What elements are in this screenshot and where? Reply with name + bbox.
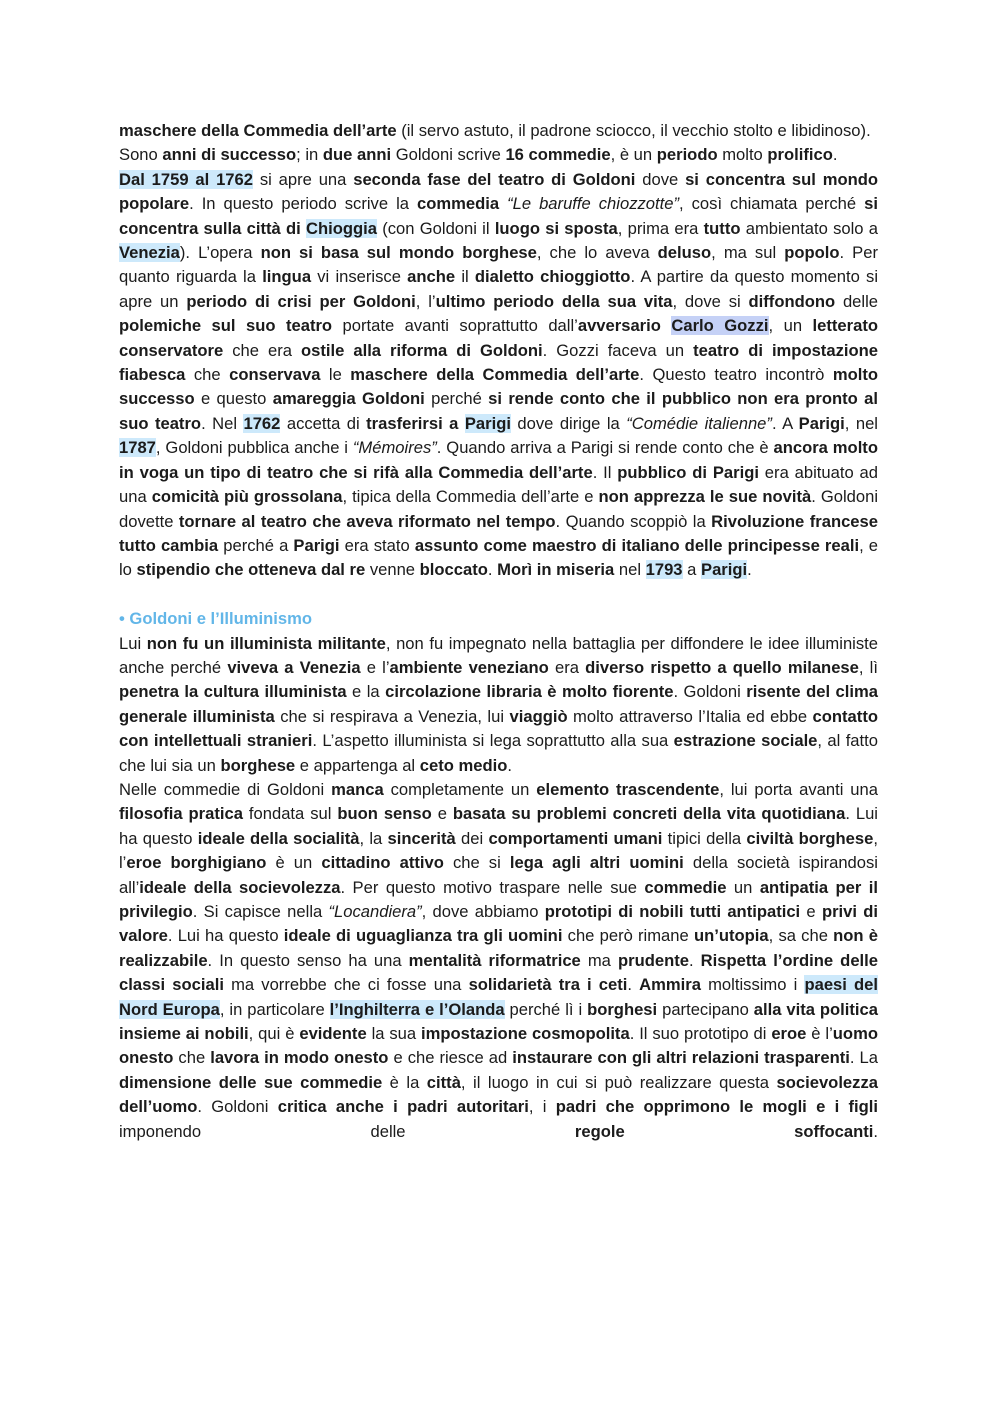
text-run: dove dirige la <box>510 413 627 433</box>
bold-text: Parigi <box>293 535 340 555</box>
highlighted-text: Chioggia <box>305 218 377 238</box>
bold-text: socievolezza dell’uomo <box>119 1072 878 1117</box>
text-run: . L’aspetto illuminista si lega soprattutto alla sua <box>312 731 674 751</box>
text-run: , che lo aveva <box>536 243 658 263</box>
bold-text: dimensione delle sue commedie <box>119 1072 383 1092</box>
highlighted-text: Parigi <box>701 560 748 580</box>
bold-text: lavora in modo onesto <box>210 1048 389 1068</box>
text-run: ambientato solo a <box>740 218 878 238</box>
bold-text: molto successo <box>119 365 878 409</box>
text-run: nel <box>614 560 646 580</box>
bold-text: Rispetta l’ordine delle classi sociali <box>119 950 878 995</box>
paragraph <box>119 143 878 167</box>
text-run: . In questo senso ha una <box>207 950 409 970</box>
bold-text: un’utopia <box>693 926 769 946</box>
text-run: si apre una <box>253 169 354 189</box>
text-run: . Goldoni dovette <box>119 487 879 531</box>
text-run: è un <box>266 853 322 873</box>
text-run: , in particolare <box>219 999 330 1019</box>
text-run: moltissimo i <box>700 975 805 995</box>
text-run: e che riesce ad <box>388 1048 513 1068</box>
text-run: era abituato ad una <box>119 462 878 507</box>
bold-text: antipatia per il privilegio <box>119 877 878 921</box>
text-run: , ma sul <box>711 243 785 263</box>
bold-text: comportamenti umani <box>488 828 663 848</box>
text-run: della società ispirandosi all’ <box>119 853 878 897</box>
text-run: che <box>173 1048 211 1068</box>
highlighted-text: 1787 <box>119 438 156 458</box>
bold-text: borghese <box>220 755 296 775</box>
text-run: , non fu impegnato nella battaglia per diffondere le idee illuministe anche perché <box>119 633 878 677</box>
bold-text: anche <box>407 267 456 287</box>
paragraph <box>119 119 878 143</box>
text-run: le <box>320 365 351 385</box>
bold-text: teatro di impostazione fiabesca <box>119 340 878 385</box>
text-run: dove <box>635 169 686 189</box>
bold-text: comicità più grossolana <box>151 487 343 507</box>
text-run: , sa che <box>768 926 834 946</box>
text-run: , così chiamata perché <box>679 194 865 214</box>
bold-text: lega agli altri uomini <box>509 853 684 873</box>
bold-text: due anni <box>322 145 392 165</box>
bold-text: sincerità <box>387 828 456 848</box>
bold-text: diverso rispetto a quello milanese <box>585 657 859 677</box>
bold-text: pubblico di Parigi <box>617 462 759 482</box>
highlighted-text: Venezia <box>119 243 180 263</box>
text-run: , è un <box>610 145 657 165</box>
bold-text: polemiche sul suo teatro <box>119 316 333 336</box>
bold-text: non è realizzabile <box>119 926 878 970</box>
bold-text: luogo si sposta <box>494 218 618 238</box>
text-run: fondata sul <box>242 804 338 824</box>
text-run: . Gozzi faceva un <box>542 340 694 360</box>
bold-text: estrazione sociale <box>673 731 818 751</box>
bold-text: Morì in miseria <box>497 560 615 580</box>
bold-text: manca <box>331 779 384 799</box>
bold-text: si concentra sulla città di <box>119 194 878 238</box>
text-run: (con Goldoni il <box>376 218 495 238</box>
text-run: a <box>682 560 701 580</box>
bold-text: non fu un illuminista militante <box>146 633 386 653</box>
bold-text: viveva a Venezia <box>227 657 361 677</box>
bold-text: prudente <box>617 950 689 970</box>
bold-text: diffondono <box>748 291 836 311</box>
text-run: era stato <box>339 535 415 555</box>
body-section-2 <box>119 632 878 1145</box>
bold-text: assunto come maestro di italiano delle principesse reali <box>414 535 860 555</box>
bold-text: evidente <box>299 1024 367 1044</box>
bold-text: trasferirsi a <box>366 413 465 433</box>
text-run: , dove abbiamo <box>421 901 545 921</box>
text-run: un <box>726 877 760 897</box>
bold-text: basata su problemi concreti della vita quotidiana <box>452 804 846 824</box>
bold-text: lingua <box>262 267 312 287</box>
bold-text: borghesi <box>587 999 658 1019</box>
text-run: . Per questo motivo traspare nelle sue <box>340 877 645 897</box>
text-run: . <box>507 755 512 775</box>
text-run: ma vorrebbe che ci fosse una <box>223 975 469 995</box>
text-run: . Il <box>592 462 618 482</box>
bold-text: deluso <box>657 243 712 263</box>
bold-text: avversario <box>577 316 661 336</box>
bold-text: dialetto chioggiotto <box>474 267 631 287</box>
bold-text: privi di valore <box>119 901 878 946</box>
highlighted-text: 1793 <box>645 560 683 580</box>
text-run: . A <box>771 413 799 433</box>
bold-text: eroe <box>771 1024 807 1044</box>
text-run: . <box>688 950 701 970</box>
bold-text: ideale della socievolezza <box>139 877 341 897</box>
text-run: Goldoni scrive <box>391 145 506 165</box>
text-run: partecipano <box>657 999 754 1019</box>
text-run: che però rimane <box>562 926 694 946</box>
bold-text: popolo <box>784 243 840 263</box>
bold-text: ideale della socialità <box>197 828 360 848</box>
bold-text: critica anche i padri autoritari <box>277 1097 529 1117</box>
text-run: , Goldoni pubblica anche i <box>155 438 353 458</box>
text-run: tipici della <box>662 828 747 848</box>
bold-text: si concentra sul mondo popolare <box>119 169 878 214</box>
italic-text: “Le baruffe chiozzotte” <box>507 194 679 214</box>
bold-text: padri che opprimono le mogli e i figli <box>555 1097 878 1117</box>
bold-text: 16 commedie <box>505 145 611 165</box>
bold-text: non si basa sul mondo borghese <box>260 243 537 263</box>
text-run: venne <box>365 560 420 580</box>
bold-text: solidarietà tra i ceti <box>468 975 628 995</box>
paragraph <box>119 778 878 1144</box>
text-run: ma <box>580 950 618 970</box>
text-run: , i <box>528 1097 556 1117</box>
bold-text: eroe borghigiano <box>126 853 267 873</box>
bold-text: ideale di uguaglianza tra gli uomini <box>283 926 563 946</box>
bold-text: tutto <box>703 218 741 238</box>
text-run: perché <box>424 389 489 409</box>
text-run: e l’ <box>360 657 390 677</box>
text-run: . <box>832 145 838 165</box>
bold-text: buon senso <box>337 804 432 824</box>
text-run: e <box>800 901 822 921</box>
text-run: , il luogo in cui si può realizzare questa <box>460 1072 777 1092</box>
text-run: , e lo <box>119 535 879 580</box>
text-run: . Goldoni <box>673 682 747 702</box>
text-run: accetta di <box>280 413 367 433</box>
text-run: delle <box>835 291 879 311</box>
bold-text: ultimo periodo della sua vita <box>435 291 673 311</box>
bold-text: circolazione libraria è molto fiorente <box>385 682 674 702</box>
bold-text: ostile alla riforma di Goldoni <box>301 340 543 360</box>
text-run: la sua <box>366 1024 422 1044</box>
text-run: e la <box>346 682 386 702</box>
bold-text: impostazione cosmopolita <box>421 1024 630 1044</box>
text-run: . Quando arriva a Parigi si rende conto che è <box>436 438 774 458</box>
text-run: ). L’opera <box>179 243 261 263</box>
bold-text: Rivoluzione francese tutto cambia <box>119 511 878 555</box>
text-run: , l’ <box>119 828 878 873</box>
text-run: . Quando scoppiò la <box>555 511 712 531</box>
text-run: e <box>431 804 453 824</box>
text-run: . <box>487 560 498 580</box>
bold-text: città <box>426 1072 461 1092</box>
text-run: vi inserisce <box>311 267 408 287</box>
text-run: , un <box>768 316 813 336</box>
text-run: molto <box>717 145 768 165</box>
text-run: Lui <box>119 633 147 653</box>
text-run: . In questo periodo scrive la <box>189 194 417 214</box>
text-run: , prima era <box>617 218 704 238</box>
text-run: . Questo teatro incontrò <box>639 365 833 385</box>
text-run: . <box>627 975 640 995</box>
text-run <box>661 316 671 335</box>
text-run: . Nel <box>201 413 244 433</box>
bold-text: Ammira <box>639 975 701 995</box>
text-run: , l’ <box>415 291 436 311</box>
text-run: il <box>455 267 475 287</box>
text-run: (il servo astuto, il padrone sciocco, il vecchio stolto e libidinoso). <box>396 121 871 140</box>
text-run: . <box>747 560 752 580</box>
bold-text: risente del clima generale illuminista <box>119 682 878 726</box>
bold-text: penetra la cultura illuminista <box>119 682 347 702</box>
text-run: imponendo delle <box>119 1121 575 1141</box>
text-run: e appartenga al <box>295 755 420 775</box>
text-run: e questo <box>194 389 273 409</box>
highlighted-text: Dal 1759 al 1762 <box>119 169 253 189</box>
text-run: completamente un <box>383 779 537 799</box>
bold-text: commedie <box>644 877 727 897</box>
text-run: , dove si <box>672 291 749 311</box>
bold-text: si rende conto che il pubblico non era pronto al suo teatro <box>119 389 878 433</box>
text-run: era <box>548 657 586 677</box>
bold-text: prototipi di nobili tutti antipatici <box>544 901 801 921</box>
bold-text: uomo onesto <box>119 1024 878 1068</box>
text-run: . <box>873 1121 878 1141</box>
bold-text: anni di successo <box>162 145 297 165</box>
highlighted-text: 1762 <box>243 413 281 433</box>
italic-text: “Locandiera” <box>328 901 422 921</box>
text-run: è l’ <box>806 1024 833 1044</box>
bold-text: ambiente veneziano <box>389 657 549 677</box>
bold-text: tornare al teatro che aveva riformato nel tempo <box>178 511 556 531</box>
bold-text: contatto con intellettuali stranieri <box>119 706 878 751</box>
bold-text: regole soffocanti <box>574 1121 874 1141</box>
bold-text: amareggia Goldoni <box>272 389 425 409</box>
bold-text: non apprezza le sue novità <box>598 487 812 507</box>
text-run: dei <box>455 828 489 848</box>
bold-text: periodo <box>656 145 718 165</box>
section-heading: • Goldoni e l’Illuminismo <box>119 609 312 629</box>
bold-text: filosofia pratica <box>119 804 243 824</box>
bold-text: cittadino attivo <box>321 853 444 873</box>
text-run: . Goldoni <box>197 1097 278 1117</box>
bold-text: letterato conservatore <box>119 316 878 360</box>
text-run: , qui è <box>248 1024 300 1044</box>
text-run: . La <box>849 1048 878 1068</box>
highlighted-text: Parigi <box>464 413 511 433</box>
bold-text: seconda fase del teatro di Goldoni <box>353 169 636 189</box>
text-run <box>499 194 507 213</box>
text-run: che si <box>443 853 510 873</box>
bold-text: conservava <box>229 365 321 385</box>
text-run: che era <box>223 340 301 360</box>
bold-text: maschere della Commedia dell’arte <box>350 365 640 385</box>
paragraph <box>119 168 878 583</box>
bold-text: mentalità riformatrice <box>408 950 581 970</box>
bold-text: viaggiò <box>509 706 568 726</box>
bold-text: periodo di crisi per Goldoni <box>186 291 416 311</box>
text-run: che <box>185 365 230 385</box>
bold-text: stipendio che otteneva dal re <box>136 560 366 580</box>
bold-text: bloccato <box>419 560 488 580</box>
bold-text: civiltà borghese <box>746 828 874 848</box>
text-run: Sono <box>119 145 163 165</box>
text-run: , lui porta avanti una <box>719 779 878 799</box>
bold-text: ceto medio <box>419 755 508 775</box>
text-run: . Lui ha questo <box>167 926 284 946</box>
text-run: molto attraverso l’Italia ed ebbe <box>567 706 813 726</box>
text-run: è la <box>382 1072 427 1092</box>
text-run: . Si capisce nella <box>192 901 329 921</box>
bold-text: elemento trascendente <box>536 779 720 799</box>
italic-text: “Comédie italienne” <box>626 413 772 433</box>
highlighted-text: paesi del Nord Europa <box>119 975 879 1019</box>
text-run: . Il suo prototipo di <box>629 1024 772 1044</box>
bold-text: maschere della Commedia dell’arte <box>119 121 397 140</box>
text-run: Nelle commedie di Goldoni <box>119 779 332 799</box>
bold-text: alla vita politica insieme ai nobili <box>119 999 878 1044</box>
text-run: , lì <box>858 657 878 677</box>
bold-text: instaurare con gli altri relazioni trasparenti <box>512 1048 850 1068</box>
text-run: . Per quanto riguarda la <box>119 243 878 287</box>
bold-text: commedia <box>417 194 500 214</box>
paragraph-gap <box>119 583 878 607</box>
bold-text: prolifico <box>767 145 833 165</box>
paragraph <box>119 632 878 778</box>
text-run: , al fatto che lui sia un <box>119 731 878 775</box>
document-page <box>119 119 878 1144</box>
text-run: . Lui ha questo <box>119 804 878 848</box>
text-run: , tipica della Commedia dell’arte e <box>342 487 599 507</box>
text-run: portate avanti soprattutto dall’ <box>332 316 578 336</box>
bold-text: Parigi <box>798 413 845 433</box>
highlighted-text: Carlo Gozzi <box>671 316 769 336</box>
text-run: che si respirava a Venezia, lui <box>274 706 510 726</box>
text-run: . A partire da questo momento si apre un <box>119 267 879 311</box>
text-run: ; in <box>296 145 323 165</box>
highlighted-text: l’Inghilterra e l’Olanda <box>329 999 505 1019</box>
body-section-1 <box>119 119 878 583</box>
text-run: perché a <box>218 535 294 555</box>
bold-text: ancora molto in voga un tipo di teatro che si rifà alla Commedia dell’arte <box>119 438 878 482</box>
italic-text: “Mémoires” <box>352 438 437 458</box>
text-run: , nel <box>844 413 878 433</box>
text-run: , la <box>359 828 388 848</box>
text-run: perché lì i <box>504 999 588 1019</box>
